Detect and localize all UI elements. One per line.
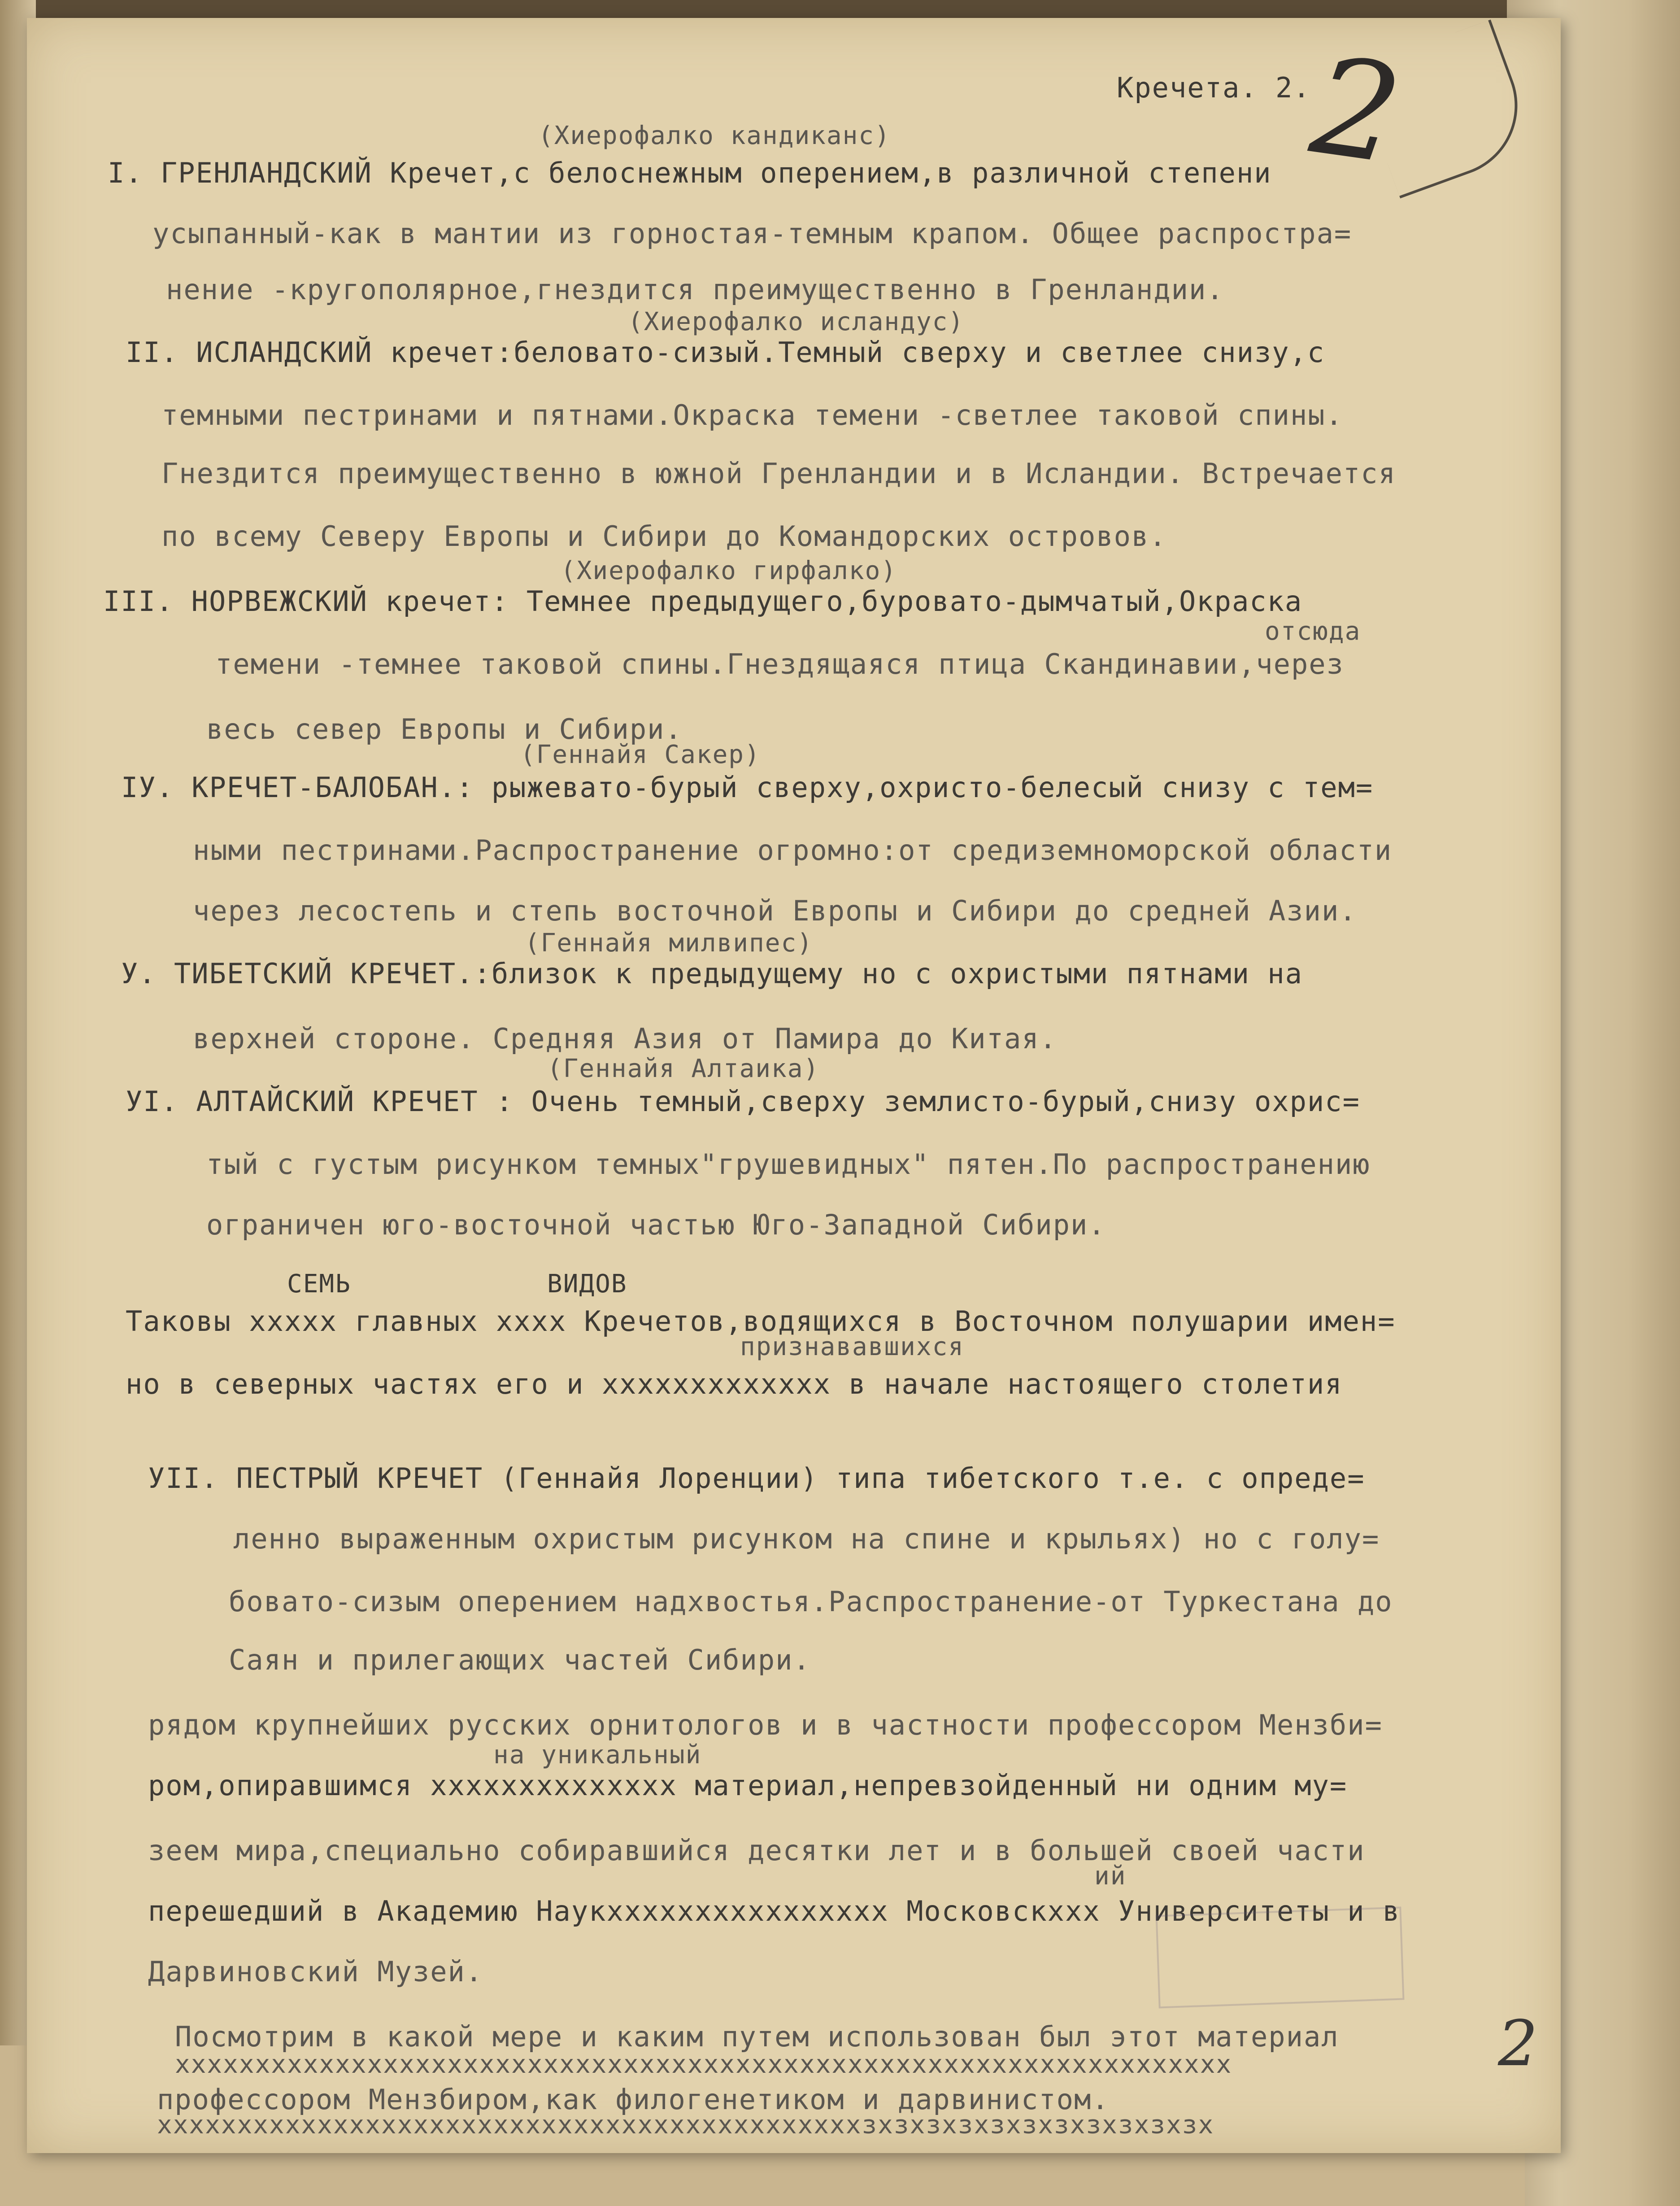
latin-name-2: (Хиерофалко исландус) (628, 307, 965, 336)
summary-insert-3: признававшихся (740, 1332, 965, 1361)
latin-name-3: (Хиерофалко гирфалко) (561, 556, 897, 585)
closing-line-7: профессором Мензбиром,как филогенетиком и дарвинистом. (157, 2083, 1110, 2116)
handwritten-page-number: 2 (1303, 27, 1410, 194)
entry-1-line-2: усыпанный-как в мантии из горностая-темным крапом. Общее распростра= (152, 217, 1352, 250)
entry-5-line-1: У. ТИБЕТСКИЙ КРЕЧЕТ.:близок к предыдущему но с охристыми пятнами на (121, 957, 1303, 990)
closing-insert-2: ий (1094, 1862, 1127, 1891)
entry-3-line-1: III. НОРВЕЖСКИЙ кречет: Темнее предыдущего,буровато-дымчатый,Окраска (103, 585, 1303, 618)
entry-2-line-1: II. ИСЛАНДСКИЙ кречет:беловато-сизый.Темный сверху и светлее снизу,с (126, 336, 1325, 369)
document-header: Кречета. 2. (1117, 71, 1311, 104)
summary-insert-1: СЕМЬ (287, 1269, 351, 1299)
latin-name-5: (Геннайя милвипес) (525, 929, 813, 958)
summary-line-2: но в северных частях его и xxxxxxxxxxxxx в начале настоящего столетия (126, 1368, 1343, 1400)
closing-line-5: Дарвиновский Музей. (148, 1955, 483, 1988)
entry-4-line-2: ными пестринами.Распространение огромно:от средиземноморской области (193, 834, 1393, 867)
entry-7-line-2: ленно выраженным охристым рисунком на спине и крыльях) но с голу= (233, 1522, 1380, 1555)
closing-line-3: зеем мира,специально собиравшийся десятки лет и в большей своей части (148, 1834, 1365, 1867)
entry-6-line-1: УI. АЛТАЙСКИЙ КРЕЧЕТ : Очень темный,сверху землисто-бурый,снизу охрис= (126, 1085, 1360, 1118)
closing-line-6: Посмотрим в какой мере и каким путем использован был этот материал (175, 2020, 1339, 2053)
entry-2-line-2: темными пестринами и пятнами.Окраска темени -светлее таковой спины. (161, 399, 1343, 432)
summary-line-1: Таковы xxxxx главных xxxx Кречетов,водящихся в Восточном полушарии имен= (126, 1305, 1396, 1338)
closing-strike-2: xxxxxxxxxxxxxxxxxxxxxxxxxxxxxxxxxxxxxxxxxxxxзхзхзхзхзхзхзхзхзхзхзх (157, 2110, 1214, 2140)
handwritten-sheet-number: 2 (1498, 2007, 1538, 2080)
latin-name-1: (Хиерофалко кандиканс) (538, 121, 891, 150)
entry-7-line-1: УII. ПЕСТРЫЙ КРЕЧЕТ (Геннайя Лоренции) типа тибетского т.е. с опреде= (148, 1462, 1365, 1495)
entry-2-line-4: по всему Северу Европы и Сибири до Командорских островов. (161, 520, 1167, 553)
entry-6-line-3: ограничен юго-восточной частью Юго-Западной Сибири. (206, 1208, 1106, 1241)
entry-4-line-3: через лесостепь и степь восточной Европы и Сибири до средней Азии. (193, 894, 1357, 927)
summary-insert-2: ВИДОВ (547, 1269, 627, 1299)
entry-1-line-1: I. ГРЕНЛАНДСКИЙ Кречет,с белоснежным оперением,в различной степени (108, 157, 1272, 189)
entry-7-line-3: бовато-сизым оперением надхвостья.Распространение-от Туркестана до (229, 1585, 1393, 1618)
entry-3-line-2: темени -темнее таковой спины.Гнездящаяся птица Скандинавии,через (215, 648, 1344, 680)
latin-name-4: (Геннайя Сакер) (520, 740, 761, 769)
latin-name-6: (Геннайя Алтаика) (547, 1054, 820, 1083)
entry-6-line-2: тый с густым рисунком темных"грушевидных" пятен.По распространению (206, 1148, 1371, 1181)
closing-line-2: ром,опиравшимся xxxxxxxxxxxxxx материал,непревзойденный ни одним му= (148, 1769, 1348, 1802)
entry-3-note: отсюда (1265, 617, 1361, 646)
entry-4-line-1: IУ. КРЕЧЕТ-БАЛОБАН.: рыжевато-бурый сверху,охристо-белесый снизу с тем= (121, 771, 1374, 804)
entry-5-line-2: верхней стороне. Средняя Азия от Памира до Китая. (193, 1022, 1058, 1055)
closing-strike-1: xxxxxxxxxxxxxxxxxxxxxxxxxxxxxxxxxxxxxxxxxxxxxxxxxxxxxxxxxxxxxxxxxx (175, 2050, 1232, 2079)
entry-7-line-4: Саян и прилегающих частей Сибири. (229, 1644, 811, 1676)
closing-line-1: рядом крупнейших русских орнитологов и в частности профессором Мензби= (148, 1709, 1383, 1741)
closing-insert-1: на уникальный (493, 1740, 702, 1770)
entry-3-line-3: весь север Европы и Сибири. (206, 713, 683, 746)
entry-2-line-3: Гнездится преимущественно в южной Гренландии и в Исландии. Встречается (161, 457, 1396, 490)
entry-1-line-3: нение -кругополярное,гнездится преимущественно в Гренландии. (166, 273, 1224, 306)
archive-stamp (1156, 1907, 1405, 2009)
closing-line-4: перешедший в Академию Наукxxxxxxxxxxxxxxxx Московскxxx Университеты и в (148, 1895, 1401, 1927)
